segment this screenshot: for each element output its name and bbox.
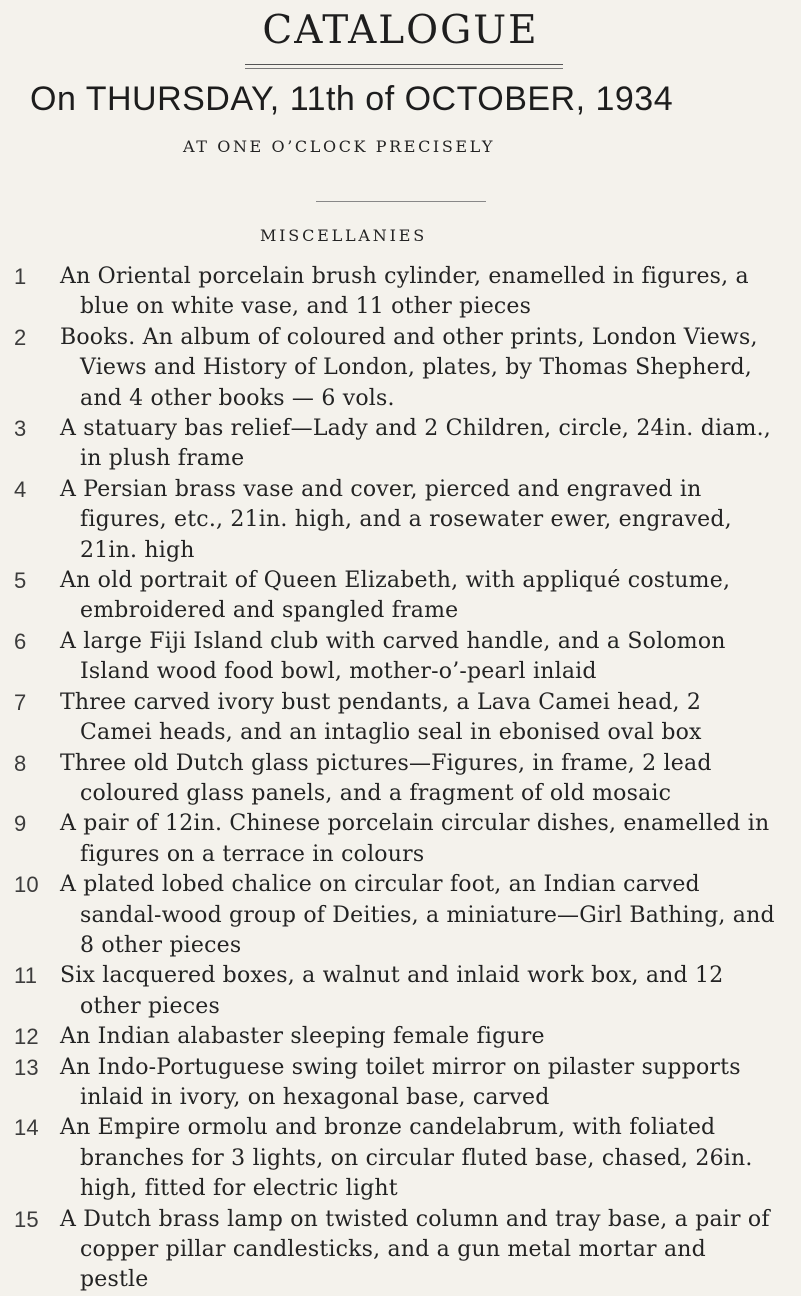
lot-item — [0, 1113, 801, 1204]
lot-number: 6 — [14, 628, 27, 654]
sale-date: On THURSDAY, 11th of OCTOBER, 1934 — [30, 80, 674, 118]
lot-number: 14 — [14, 1115, 39, 1141]
lot-number: 2 — [14, 324, 27, 350]
lot-list — [0, 262, 801, 1296]
lot-description: Books. An album of coloured and other prints, London Views, Views and History of London, plates, by Thomas Shepherd, and 4 other books — 6 vols. — [60, 324, 758, 411]
lot-description: An Indo-Portuguese swing toilet mirror on pilaster supports inlaid in ivory, on hexagonal base, carved — [60, 1054, 741, 1110]
lot-number: 9 — [14, 811, 27, 837]
lot-number: 11 — [14, 963, 38, 989]
lot-item — [0, 870, 801, 961]
lot-number: 8 — [14, 750, 27, 776]
lot-item — [0, 475, 801, 566]
lot-number: 1 — [14, 264, 27, 289]
sale-time: AT ONE O’CLOCK PRECISELY — [183, 137, 496, 156]
lot-item — [0, 627, 801, 688]
lot-item — [0, 566, 801, 627]
lot-description: An Oriental porcelain brush cylinder, enamelled in figures, a blue on white vase, and 11 other pieces — [60, 264, 749, 320]
lot-description: A large Fiji Island club with carved handle, and a Solomon Island wood food bowl, mother-o’-pearl inlaid — [60, 628, 726, 685]
lot-description: An old portrait of Queen Elizabeth, with appliqué costume, embroidered and spangled frame — [60, 568, 731, 624]
lot-description: A Dutch brass lamp on twisted column and tray base, a pair of copper pillar candlesticks, and a gun metal mortar and pestle — [60, 1206, 770, 1293]
lot-description: Six lacquered boxes, a walnut and inlaid work box, and 12 other pieces — [60, 963, 724, 1019]
lot-number: 7 — [14, 689, 27, 715]
lot-item — [0, 961, 801, 1022]
lot-item — [0, 323, 801, 414]
lot-item — [0, 414, 801, 475]
lot-number: 3 — [14, 416, 27, 442]
lot-item — [0, 749, 801, 810]
lot-number: 4 — [14, 476, 27, 502]
section-heading: MISCELLANIES — [260, 226, 427, 245]
lot-item — [0, 688, 801, 749]
lot-description: A plated lobed chalice on circular foot, an Indian carved sandal-wood group of Deities, a miniature—Girl Bathing, and 8 other pieces — [60, 872, 775, 958]
lot-number: 12 — [14, 1024, 39, 1050]
lot-description: Three old Dutch glass pictures—Figures, in frame, 2 lead coloured glass panels, and a fragment of old mosaic — [60, 750, 712, 806]
lot-number: 13 — [14, 1054, 39, 1080]
lot-item — [0, 262, 801, 323]
lot-description: A pair of 12in. Chinese porcelain circular dishes, enamelled in figures on a terrace in colours — [60, 811, 770, 867]
lot-item — [0, 809, 801, 870]
lot-item — [0, 1053, 801, 1114]
page-title: CATALOGUE — [262, 8, 539, 53]
lot-description: A Persian brass vase and cover, pierced and engraved in figures, etc., 21in. high, and a rosewater ewer, engraved, 21in. high — [60, 476, 732, 563]
lot-item — [0, 1022, 801, 1052]
lot-number: 15 — [14, 1206, 39, 1232]
lot-description: An Indian alabaster sleeping female figure — [60, 1024, 545, 1050]
title-rule — [245, 64, 563, 65]
lot-number: 10 — [14, 872, 39, 898]
lot-description: An Empire ormolu and bronze candelabrum, with foliated branches for 3 lights, on circular fluted base, chased, 26in. high, fitted for electric light — [60, 1115, 753, 1202]
lot-description: Three carved ivory bust pendants, a Lava Camei head, 2 Camei heads, and an intaglio seal in ebonised oval box — [60, 689, 702, 746]
title-rule-lower — [245, 68, 563, 69]
lot-item — [0, 1205, 801, 1296]
time-rule — [316, 201, 486, 202]
lot-description: A statuary bas relief—Lady and 2 Children, circle, 24in. diam., in plush frame — [60, 416, 771, 472]
lot-number: 5 — [14, 568, 27, 594]
